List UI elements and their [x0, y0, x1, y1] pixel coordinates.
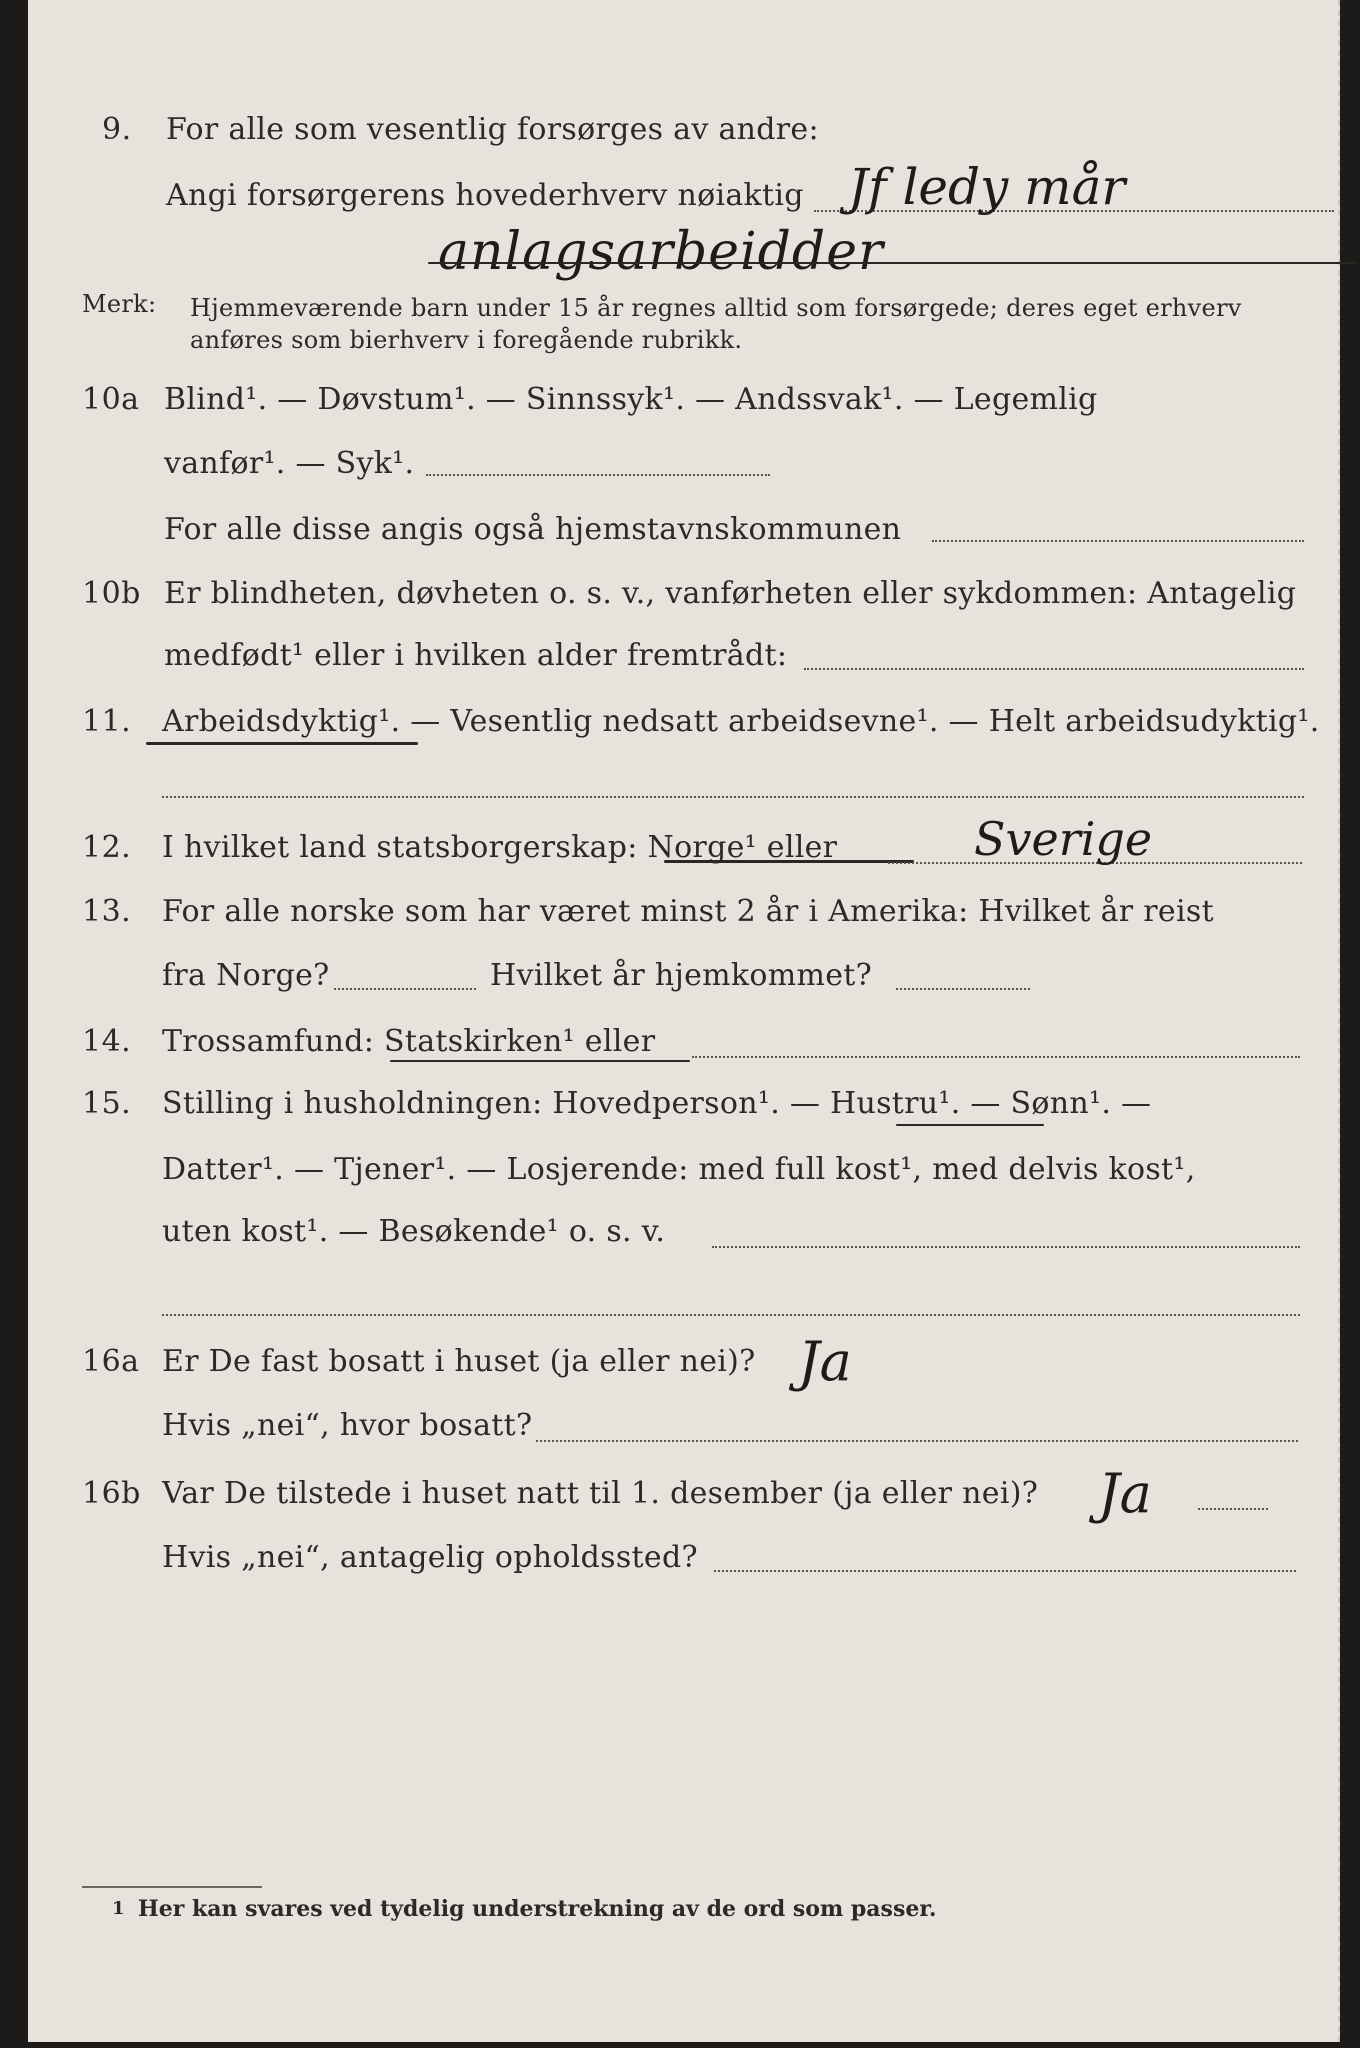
- q11-handwritten-underline: [146, 742, 418, 745]
- q16b-line1: Var De tilstede i huset natt til 1. desember (ja eller nei)?: [162, 1476, 1039, 1511]
- q15-answer-line1: [712, 1246, 1300, 1248]
- q10a-line2: vanfør¹. — Syk¹.: [164, 446, 415, 481]
- q16a-line2: Hvis „nei“, hvor bosatt?: [162, 1408, 533, 1443]
- census-form-page: [28, 0, 1340, 2042]
- q16b-answer-line2: [714, 1570, 1296, 1572]
- q9-handwritten-answer1: Jf ledy mår: [848, 158, 1126, 216]
- q13-answer-line2: [896, 988, 1030, 990]
- q10b-line2: medfødt¹ eller i hvilken alder fremtrådt:: [164, 638, 788, 673]
- q13-line2a: fra Norge?: [162, 958, 330, 993]
- q9-answer-line2: [428, 262, 1358, 264]
- q15-handwritten-underline: [896, 1124, 1044, 1126]
- q14-number: 14.: [82, 1024, 132, 1059]
- q12-handwritten-answer: Sverige: [974, 812, 1153, 866]
- footnote-rule: [82, 1886, 262, 1888]
- q10b-line1: Er blindheten, døvheten o. s. v., vanførheten eller sykdommen: Antagelig: [164, 576, 1297, 611]
- q16a-number: 16a: [82, 1344, 140, 1379]
- footnote-text: Her kan svares ved tydelig understrekning av de ord som passer.: [138, 1896, 937, 1922]
- q14-handwritten-underline: [390, 1060, 690, 1062]
- q11-number: 11.: [82, 704, 132, 739]
- q13-line1: For alle norske som har været minst 2 år i Amerika: Hvilket år reist: [162, 894, 1214, 929]
- q11-line1: Arbeidsdyktig¹. — Vesentlig nedsatt arbeidsevne¹. — Helt arbeidsudyktig¹.: [162, 704, 1320, 739]
- q14-line1: Trossamfund: Statskirken¹ eller: [162, 1024, 656, 1059]
- q12-line1: I hvilket land statsborgerskap: Norge¹ eller: [162, 830, 838, 865]
- q16b-number: 16b: [82, 1476, 141, 1511]
- q10a-number: 10a: [82, 382, 140, 417]
- q10a-line3: For alle disse angis også hjemstavnskommunen: [164, 512, 902, 547]
- merk-line1: Hjemmeværende barn under 15 år regnes alltid som forsørgede; deres eget erhverv: [190, 294, 1242, 322]
- q15-line3: uten kost¹. — Besøkende¹ o. s. v.: [162, 1214, 666, 1249]
- q15-answer-line2: [162, 1314, 1300, 1316]
- q16a-answer-line: [536, 1440, 1298, 1442]
- q13-answer-line1: [334, 988, 476, 990]
- q10b-number: 10b: [82, 576, 141, 611]
- q9-line1: For alle som vesentlig forsørges av andre:: [166, 112, 819, 147]
- q12-handwritten-underline: [664, 860, 914, 863]
- q9-line2: Angi forsørgerens hovederhverv nøiaktig: [166, 178, 804, 213]
- footnote-mark: 1: [112, 1898, 125, 1919]
- q16b-answer-line1: [1198, 1508, 1268, 1510]
- q13-number: 13.: [82, 894, 132, 929]
- q16b-line2: Hvis „nei“, antagelig opholdssted?: [162, 1540, 698, 1575]
- q10b-answer-line: [804, 668, 1304, 670]
- q16b-handwritten-answer: Ja: [1098, 1462, 1152, 1525]
- q16a-line1: Er De fast bosatt i huset (ja eller nei)?: [162, 1344, 756, 1379]
- q16a-handwritten-answer: Ja: [798, 1330, 852, 1393]
- q10a-line1: Blind¹. — Døvstum¹. — Sinnssyk¹. — Andssvak¹. — Legemlig: [164, 382, 1098, 417]
- q15-line1: Stilling i husholdningen: Hovedperson¹. — Hustru¹. — Sønn¹. —: [162, 1086, 1152, 1121]
- q11-answer-line: [162, 796, 1304, 798]
- q15-line2: Datter¹. — Tjener¹. — Losjerende: med full kost¹, med delvis kost¹,: [162, 1152, 1196, 1187]
- q14-answer-line: [692, 1056, 1300, 1058]
- q12-number: 12.: [82, 830, 132, 865]
- q15-number: 15.: [82, 1086, 132, 1121]
- q9-handwritten-answer2: anlagsarbeidder: [438, 222, 884, 282]
- q13-line2b: Hvilket år hjemkommet?: [490, 958, 873, 993]
- q10a-answer-line2: [932, 540, 1304, 542]
- q9-number: 9.: [102, 112, 132, 147]
- merk-label: Merk:: [82, 290, 157, 318]
- q10a-answer-line1: [426, 474, 770, 476]
- merk-line2: anføres som bierhverv i foregående rubrikk.: [190, 326, 743, 354]
